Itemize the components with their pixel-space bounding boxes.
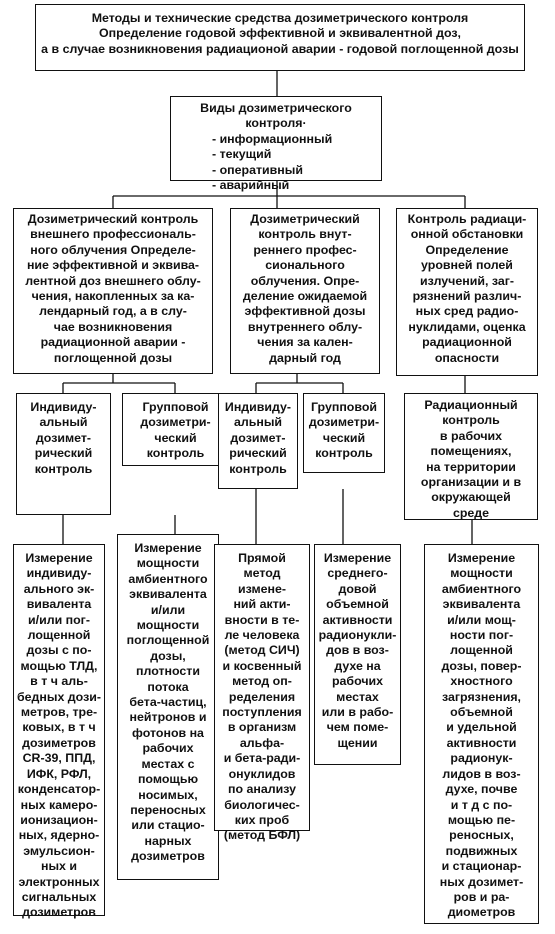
- individual-measurement-text: Измерение индивиду- ального эк- вивалента и/или пог- лощенной дозы с по- мощью ТЛД, в т ч аль- бедных дози- метров, тре- ковых, в т ч дозиметров CR-39, ППД, ИФК, РФЛ, конденсатор- ных камеро- ионизацион- ных, ядерно- эмульсион- ных и электронных сигнальных дозиметров: [17, 551, 101, 920]
- group-control-box-2: [303, 393, 385, 473]
- individual-control-text-1: Индивиду- альный дозимет- рический контроль: [30, 400, 97, 476]
- control-types-box: [170, 96, 382, 193]
- control-types-list: - информационный - текущий - оперативный - аварийный: [212, 131, 333, 193]
- workplace-radiation-control-box: [404, 393, 538, 520]
- group-control-box-1: [122, 393, 229, 466]
- external-exposure-control-box: [13, 208, 213, 374]
- environment-measurement-text: Измерение мощности амбиентного эквивалента и/или мощ- ности пог- лощенной дозы, повер- хностного загрязнения, объемной и удельной активности радионук- лидов в воз- духе, почве и т д с по- мощью пе- реносных, подвижных и стационар- ных дозимет- ров и ра- диометров: [439, 551, 524, 920]
- group-measurement-box: [117, 534, 219, 880]
- radiation-situation-control-box: [396, 208, 538, 376]
- external-exposure-control-text: Дозиметрический контроль внешнего профессиональ- ного облучения Определе- ние эффективной и эквива- лентной доз внешнего облу- чения, накопленных за ка- лендарный год, а в слу- чае возникновения радиационной аварии - поглощенной дозы: [25, 212, 201, 365]
- group-control-text-1: Групповой дозиметри- ческий контроль: [140, 400, 211, 461]
- air-activity-measurement-text: Измерение среднего- довой объемной активности радионукли- дов в воз- духе на рабочих местах или в рабо- чем поме- щении: [318, 551, 397, 750]
- internal-activity-method-text: Прямой метод измене- ний акти- вности в те- ле человека (метод СИЧ) и косвенный метод оп- ределения поступления в организм альфа- и бета-ради- онуклидов по анализу биологичес- ких проб (метод БФЛ): [222, 551, 302, 843]
- control-types-heading: Виды дозиметрического контроля·: [200, 101, 352, 131]
- individual-control-box-1: [16, 393, 111, 515]
- environment-measurement-box: [424, 544, 539, 924]
- individual-control-text-2: Индивиду- альный дозимет- рический контроль: [224, 400, 292, 476]
- workplace-radiation-control-text: Радиационный контроль в рабочих помещениях, на территории организации и в окружающей среде: [420, 398, 522, 520]
- group-measurement-text: Измерение мощности амбиентного эквивалента и/или мощности поглощенной дозы, плотности потока бета-частиц, нейтронов и фотонов на рабочих местах с помощью носимых, переносных или стацио- нарных дозиметров: [126, 541, 210, 864]
- internal-exposure-control-text: Дозиметрический контроль внут- реннего профес- сионального облучения. Опре- деление ожидаемой эффективной дозы внутреннего облу- чения за кален- дарный год: [242, 212, 368, 365]
- internal-exposure-control-box: [230, 208, 380, 374]
- group-control-text-2: Групповой дозиметри- ческий контроль: [308, 400, 380, 461]
- individual-measurement-box: [13, 544, 105, 920]
- title-text: Методы и технические средства дозиметрического контроля Определение годовой эффективной и эквивалентной доз, а в случае возникновения радиационой аварии - годовой поглощенной дозы: [41, 11, 519, 56]
- title-box: [35, 4, 525, 71]
- air-activity-measurement-box: [314, 544, 401, 765]
- individual-control-box-2: [218, 393, 298, 489]
- radiation-situation-control-text: Контроль радиаци- онной обстановки Определение уровней полей излучений, заг- рязнений различ- ных сред радио- нуклидами, оценка радиационной опасности: [407, 212, 527, 365]
- internal-activity-method-box: [214, 544, 310, 843]
